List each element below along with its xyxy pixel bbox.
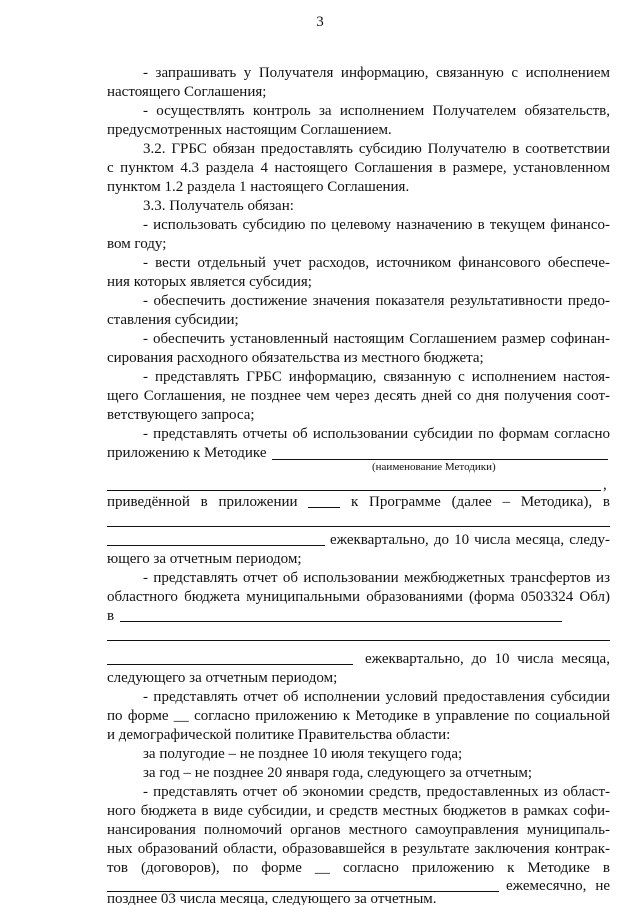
blank-line: [272, 459, 608, 460]
text-line: - использовать субсидию по целевому назначению в текущем финансо-: [143, 217, 610, 233]
text-line: - обеспечить достижение значения показателя результативности предо-: [143, 293, 610, 309]
text-line: 3.3. Получатель обязан:: [143, 198, 294, 214]
text-line: - представлять отчеты об использовании субсидии по формам согласно: [143, 426, 610, 442]
blank-line: [120, 621, 562, 622]
text-line: сирования расходного обязательства из местного бюджета;: [107, 350, 484, 366]
page-number: 3: [316, 14, 324, 30]
text-line: - обеспечить установленный настоящим Соглашением размер софинан-: [143, 331, 610, 347]
text-line: - осуществлять контроль за исполнением Получателем обязательств,: [143, 103, 610, 119]
text-line: 3.2. ГРБС обязан предоставлять субсидию Получателю в соответствии: [143, 141, 610, 157]
text-line: ежеквартально, до 10 числа месяца,: [365, 651, 610, 667]
blank-line: [107, 490, 601, 491]
blank-line: [107, 526, 610, 527]
text-line: ежемесячно, не: [506, 878, 610, 894]
text-line: ежеквартально, до 10 числа месяца, следу-: [330, 532, 610, 548]
text-line: предусмотренных настоящим Соглашением.: [107, 122, 392, 138]
text-line: нансирования полномочий органов местного самоуправления муниципаль-: [107, 822, 610, 838]
text-line: с пунктом 4.3 раздела 4 настоящего Соглашения в размере, установленном: [107, 160, 610, 176]
text-line: приведённой в приложении к Программе (далее – Методика), в: [107, 494, 610, 510]
text-line: ния которых является субсидия;: [107, 274, 312, 290]
text-line: настоящего Соглашения;: [107, 84, 267, 100]
text-line: - представлять отчет об использовании межбюджетных трансфертов из: [143, 570, 610, 586]
text-line: ставления субсидии;: [107, 312, 239, 328]
text-line: ветствующего запроса;: [107, 407, 255, 423]
text-line: - представлять отчет об исполнении условий предоставления субсидии: [143, 689, 610, 705]
text-line: ного бюджета в виде субсидии, и средств местных бюджетов в рамках софи-: [107, 803, 610, 819]
blank-line: [107, 664, 353, 665]
text-line: следующего за отчетным периодом;: [107, 670, 338, 686]
text-line: вом году;: [107, 236, 167, 252]
text-line: щего Соглашения, не позднее чем через десять дней со дня получения соот-: [107, 388, 610, 404]
text-line: - представлять отчет об экономии средств, предоставленных из област-: [143, 784, 610, 800]
text-line: и демографической политике Правительства области:: [107, 727, 451, 743]
blank-line: [107, 640, 610, 641]
text-line: - представлять ГРБС информацию, связанную с исполнением настоя-: [143, 369, 610, 385]
text-line: по форме __ согласно приложению к Методике в управление по социальной: [107, 708, 610, 724]
text-line: позднее 03 числа месяца, следующего за отчетным.: [107, 893, 437, 905]
blank-line: [107, 545, 325, 546]
text-line: за полугодие – не позднее 10 июля текущего года;: [143, 746, 463, 762]
text-comma: ,: [603, 477, 607, 493]
blank-line: [107, 891, 499, 892]
text-line: пунктом 1.2 раздела 1 настоящего Соглашения.: [107, 179, 410, 195]
text-line: - вести отдельный учет расходов, источником финансового обеспече-: [143, 255, 610, 271]
text-line: за год – не позднее 20 января года, следующего за отчетным;: [143, 765, 533, 781]
text-line: в: [107, 608, 115, 624]
text-line: приложению к Методике: [107, 445, 267, 461]
text-line: областного бюджета муниципальными образованиями (форма 0503324 Обл): [107, 589, 610, 605]
field-caption: (наименование Методики): [372, 461, 496, 473]
blank-line: [308, 493, 340, 508]
text-line: тов (договоров), по форме __ согласно приложению к Методике в: [107, 860, 610, 876]
text-line: ных образований области, образовавшейся в результате заключения контрак-: [107, 841, 610, 857]
text-line: ющего за отчетным периодом;: [107, 551, 302, 567]
text-line: - запрашивать у Получателя информацию, связанную с исполнением: [143, 65, 610, 81]
